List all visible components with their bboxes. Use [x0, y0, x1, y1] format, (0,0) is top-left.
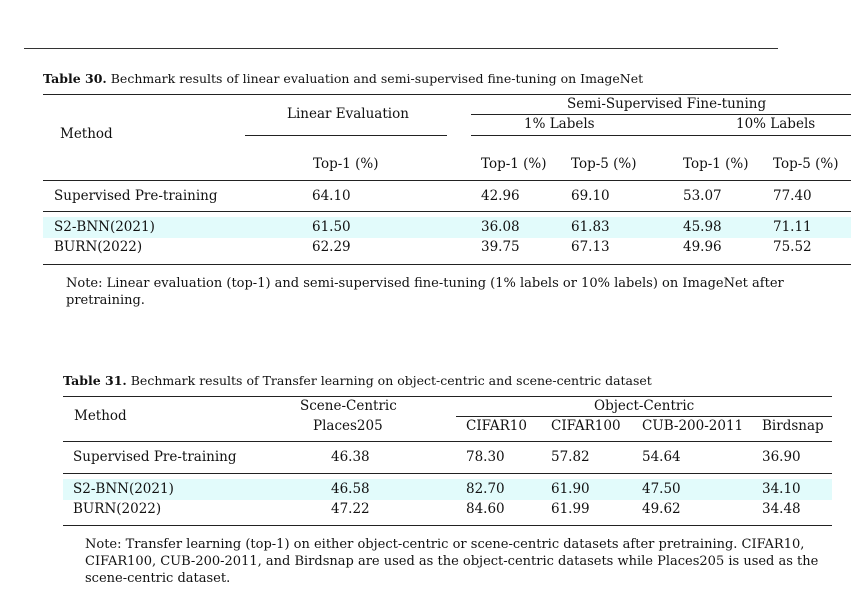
table-30-note-line-2: pretraining.: [66, 293, 145, 308]
table-31-cell-places205: 47.22: [331, 501, 370, 517]
table-30-header-linear-eval: Linear Evaluation: [287, 106, 409, 122]
table-30-header-10pct-top5: Top-5 (%): [773, 156, 839, 172]
table-31-caption: [63, 373, 652, 388]
table-30-highlight-band: [43, 217, 851, 238]
table-30-cell-1pct-top1: 42.96: [481, 188, 520, 204]
table-31-cell-birdsnap: 36.90: [762, 449, 801, 465]
table-31-cell-places205: 46.58: [331, 481, 370, 497]
table-30-cell-1pct-top5: 61.83: [571, 219, 610, 235]
table-30-bottom-rule: [43, 264, 851, 265]
table-30-cell-method: S2-BNN(2021): [54, 219, 155, 235]
table-31-cell-method: S2-BNN(2021): [73, 481, 174, 497]
table-31-body-rule: [63, 473, 832, 474]
table-30-cell-method: Supervised Pre-training: [54, 188, 218, 204]
table-31-cell-cub: 54.64: [642, 449, 681, 465]
table-31-highlight-band: [63, 479, 832, 500]
table-31-cell-cifar10: 84.60: [466, 501, 505, 517]
table-30-header-method: Method: [60, 126, 113, 142]
table-31-cell-cifar100: 61.90: [551, 481, 590, 497]
table-31-note-line-1: Note: Transfer learning (top-1) on either object-centric or scene-centric datasets after pretraining. CIFAR10,: [85, 537, 805, 552]
table-30-cell-1pct-top1: 36.08: [481, 219, 520, 235]
table-31-header-birdsnap: Birdsnap: [762, 418, 824, 434]
table-31-cell-cub: 47.50: [642, 481, 681, 497]
table-30-cell-method: BURN(2022): [54, 239, 143, 255]
table-31-header-method: Method: [74, 408, 127, 424]
table-30-cell-10pct-top5: 71.11: [773, 219, 812, 235]
table-30-header-1pct-top5: Top-5 (%): [571, 156, 637, 172]
table-31-cell-cifar10: 78.30: [466, 449, 505, 465]
page-top-rule: [24, 48, 778, 49]
table-31-note-line-3: scene-centric dataset.: [85, 571, 231, 586]
table-30-cell-10pct-top1: 45.98: [683, 219, 722, 235]
table-30-cell-linear: 61.50: [312, 219, 351, 235]
table-31-cell-cifar10: 82.70: [466, 481, 505, 497]
table-30-header-semi-supervised: Semi-Supervised Fine-tuning: [567, 96, 767, 112]
table-31-header-rule: [63, 441, 832, 442]
table-30-header-linear-top1: Top-1 (%): [313, 156, 379, 172]
table-30-cell-1pct-top1: 39.75: [481, 239, 520, 255]
table-30-cell-linear: 64.10: [312, 188, 351, 204]
table-30-header-10pct-top1: Top-1 (%): [683, 156, 749, 172]
table-30-note: [66, 275, 851, 309]
table-30-cell-10pct-top1: 49.96: [683, 239, 722, 255]
table-30-semi-rule: [471, 114, 851, 115]
table-30-body-rule: [43, 211, 851, 212]
table-31-cell-cifar100: 61.99: [551, 501, 590, 517]
table-31-cell-birdsnap: 34.48: [762, 501, 801, 517]
table-31-cell-method: Supervised Pre-training: [73, 449, 237, 465]
table-31-caption-text: Bechmark results of Transfer learning on object-centric and scene-centric dataset: [130, 373, 652, 388]
table-31-header-scene-centric: Scene-Centric: [300, 398, 397, 414]
table-30-header-rule: [43, 180, 851, 181]
table-31-header-places205: Places205: [313, 418, 383, 434]
table-31-bottom-rule: [63, 525, 832, 526]
table-31-header-cifar10: CIFAR10: [466, 418, 527, 434]
table-30-cell-linear: 62.29: [312, 239, 351, 255]
table-30-cell-10pct-top1: 53.07: [683, 188, 722, 204]
table-31-caption-label: Table 31.: [63, 373, 127, 388]
table-31-cell-cifar100: 57.82: [551, 449, 590, 465]
table-31-top-rule: [63, 396, 832, 397]
table-30-header-1pct-labels: 1% Labels: [524, 116, 595, 132]
table-31-header-cifar100: CIFAR100: [551, 418, 621, 434]
table-31-header-cub: CUB-200-2011: [642, 418, 744, 434]
table-30-caption: [43, 71, 643, 86]
table-31-note-line-2: CIFAR100, CUB-200-2011, and Birdsnap are used as the object-centric datasets while Places205 is used as the: [85, 554, 819, 569]
table-30-note-line-1: Note: Linear evaluation (top-1) and semi-supervised fine-tuning (1% labels or 10% labels) on ImageNet after: [66, 276, 784, 291]
table-30-header-10pct-labels: 10% Labels: [736, 116, 816, 132]
table-30-header-1pct-top1: Top-1 (%): [481, 156, 547, 172]
table-31-cell-method: BURN(2022): [73, 501, 162, 517]
table-30-cell-1pct-top5: 67.13: [571, 239, 610, 255]
table-31-object-rule: [456, 416, 832, 417]
table-30-cell-10pct-top5: 75.52: [773, 239, 812, 255]
table-30-cell-10pct-top5: 77.40: [773, 188, 812, 204]
table-30-labels-rule: [471, 135, 851, 136]
table-31-cell-birdsnap: 34.10: [762, 481, 801, 497]
table-30-linear-rule: [245, 135, 447, 136]
table-30-cell-1pct-top5: 69.10: [571, 188, 610, 204]
table-30-caption-label: Table 30.: [43, 71, 107, 86]
table-31-note: [85, 536, 832, 587]
table-31-cell-places205: 46.38: [331, 449, 370, 465]
table-31-cell-cub: 49.62: [642, 501, 681, 517]
table-31-header-object-centric: Object-Centric: [594, 398, 695, 414]
table-30-caption-text: Bechmark results of linear evaluation and semi-supervised fine-tuning on ImageNet: [110, 71, 644, 86]
